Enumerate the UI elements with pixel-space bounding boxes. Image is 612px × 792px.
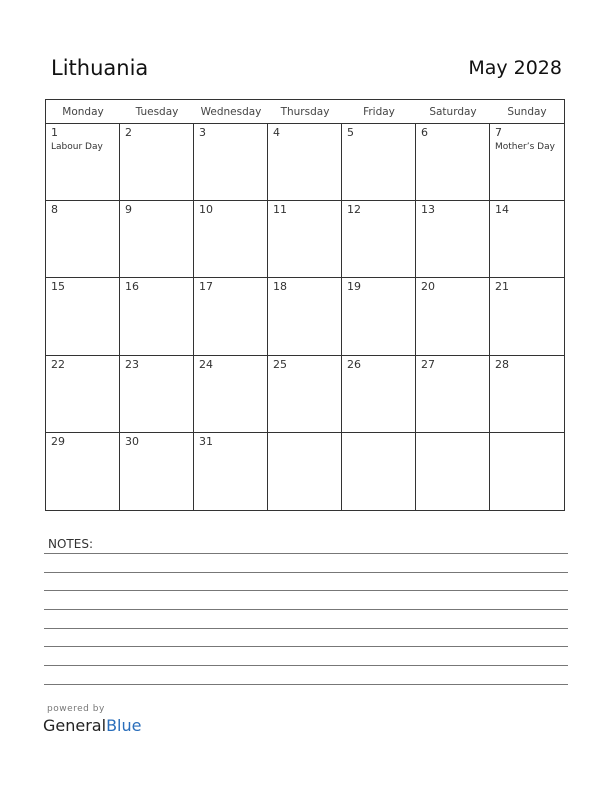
day-cell (342, 124, 416, 201)
day-cell (120, 433, 194, 510)
notes-line (44, 572, 568, 573)
calendar-grid (45, 99, 565, 511)
day-number: 23 (125, 357, 139, 371)
weekday-friday: Friday (363, 105, 395, 118)
day-number: 5 (347, 126, 354, 139)
day-number: 8 (51, 203, 58, 217)
day-cell (120, 278, 194, 355)
holiday-label: Mother’s Day (495, 142, 555, 152)
day-number: 22 (51, 357, 65, 371)
day-number: 12 (347, 203, 361, 217)
day-number: 3 (199, 126, 206, 139)
notes-label: NOTES: (48, 537, 93, 551)
day-number: 19 (347, 280, 361, 294)
day-number: 28 (495, 357, 509, 371)
day-cell (46, 278, 120, 355)
day-number: 29 (51, 434, 65, 448)
day-number: 14 (495, 203, 509, 217)
day-cell (490, 278, 564, 355)
day-cell (490, 433, 564, 510)
day-cell (490, 356, 564, 433)
day-cell (46, 433, 120, 510)
day-cell (416, 433, 490, 510)
day-cell (268, 201, 342, 278)
day-number: 6 (421, 126, 428, 139)
day-cell (416, 201, 490, 278)
weekday-header (46, 100, 564, 124)
day-number: 30 (125, 434, 139, 448)
weekday-thursday: Thursday (280, 105, 330, 118)
day-number: 7 (495, 126, 502, 139)
notes-line (44, 590, 568, 591)
day-number: 16 (125, 280, 139, 294)
country-title: Lithuania (51, 56, 149, 80)
day-cell (342, 356, 416, 433)
day-number: 26 (347, 357, 361, 371)
day-cell (120, 201, 194, 278)
day-cell (194, 201, 268, 278)
day-cell (342, 278, 416, 355)
holiday-label: Labour Day (51, 142, 103, 152)
day-cell (194, 124, 268, 201)
notes-line (44, 628, 568, 629)
notes-line (44, 646, 568, 647)
day-cell (416, 356, 490, 433)
day-cell (490, 201, 564, 278)
day-cell (194, 433, 268, 510)
weekday-tuesday: Tuesday (135, 105, 179, 118)
day-cell (490, 124, 564, 201)
day-cell (194, 278, 268, 355)
generalblue-logo (43, 716, 141, 735)
day-number: 27 (421, 357, 435, 371)
day-number: 2 (125, 126, 132, 139)
day-cell (416, 278, 490, 355)
day-number: 25 (273, 357, 287, 371)
brand-general: General (43, 716, 107, 735)
day-cell (268, 124, 342, 201)
day-cell (268, 433, 342, 510)
day-number: 10 (199, 203, 213, 217)
powered-by-text: powered by (47, 704, 105, 714)
day-number: 17 (199, 280, 213, 294)
weekday-monday: Monday (62, 105, 104, 118)
day-cell (342, 433, 416, 510)
day-number: 15 (51, 280, 65, 294)
notes-line (44, 553, 568, 554)
day-cell (416, 124, 490, 201)
weekday-saturday: Saturday (429, 105, 477, 118)
day-number: 21 (495, 280, 509, 294)
notes-line (44, 609, 568, 610)
notes-line (44, 684, 568, 685)
day-cell (268, 278, 342, 355)
day-cell (46, 124, 120, 201)
notes-line (44, 665, 568, 666)
day-number: 11 (273, 203, 287, 217)
day-cell (342, 201, 416, 278)
day-number: 24 (199, 357, 213, 371)
day-number: 9 (125, 203, 132, 217)
day-cell (194, 356, 268, 433)
calendar-days (46, 124, 564, 510)
day-number: 20 (421, 280, 435, 294)
day-number: 4 (273, 126, 280, 139)
brand-blue: Blue (106, 716, 142, 735)
weekday-wednesday: Wednesday (200, 105, 262, 118)
day-number: 13 (421, 203, 435, 217)
day-cell (120, 356, 194, 433)
day-number: 31 (199, 434, 213, 448)
day-cell (268, 356, 342, 433)
month-title: May 2028 (468, 57, 562, 79)
day-number: 1 (51, 126, 58, 139)
weekday-sunday: Sunday (507, 105, 547, 118)
day-cell (46, 201, 120, 278)
day-cell (120, 124, 194, 201)
day-number: 18 (273, 280, 287, 294)
day-cell (46, 356, 120, 433)
